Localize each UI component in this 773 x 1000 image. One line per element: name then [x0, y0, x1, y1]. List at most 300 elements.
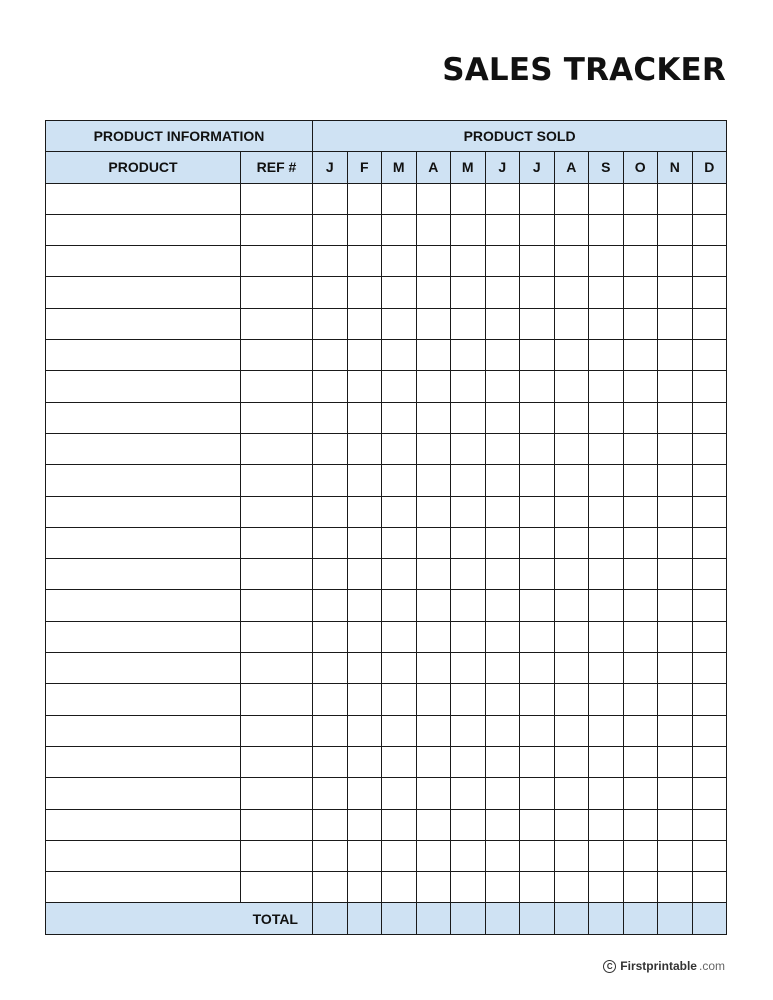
total-month-cell[interactable] — [416, 903, 451, 934]
month-cell[interactable] — [520, 527, 555, 558]
month-cell[interactable] — [589, 684, 624, 715]
month-cell[interactable] — [416, 746, 451, 777]
month-cell[interactable] — [554, 715, 589, 746]
month-cell[interactable] — [451, 433, 486, 464]
month-cell[interactable] — [382, 183, 417, 214]
ref-cell[interactable] — [241, 840, 313, 871]
month-cell[interactable] — [520, 340, 555, 371]
month-cell[interactable] — [451, 214, 486, 245]
product-cell[interactable] — [46, 433, 241, 464]
month-cell[interactable] — [485, 746, 520, 777]
month-cell[interactable] — [623, 277, 658, 308]
month-cell[interactable] — [692, 840, 727, 871]
month-cell[interactable] — [658, 809, 693, 840]
month-cell[interactable] — [589, 340, 624, 371]
month-cell[interactable] — [347, 183, 382, 214]
total-month-cell[interactable] — [485, 903, 520, 934]
month-cell[interactable] — [451, 746, 486, 777]
month-cell[interactable] — [658, 653, 693, 684]
month-cell[interactable] — [416, 496, 451, 527]
month-cell[interactable] — [416, 621, 451, 652]
total-month-cell[interactable] — [692, 903, 727, 934]
month-cell[interactable] — [485, 277, 520, 308]
month-cell[interactable] — [658, 246, 693, 277]
month-cell[interactable] — [485, 621, 520, 652]
month-cell[interactable] — [347, 214, 382, 245]
month-cell[interactable] — [382, 559, 417, 590]
month-cell[interactable] — [313, 872, 348, 903]
month-cell[interactable] — [520, 872, 555, 903]
product-cell[interactable] — [46, 183, 241, 214]
month-cell[interactable] — [520, 778, 555, 809]
month-cell[interactable] — [554, 872, 589, 903]
month-cell[interactable] — [382, 496, 417, 527]
month-cell[interactable] — [485, 778, 520, 809]
month-cell[interactable] — [520, 465, 555, 496]
month-cell[interactable] — [623, 778, 658, 809]
month-cell[interactable] — [347, 872, 382, 903]
month-cell[interactable] — [382, 214, 417, 245]
month-cell[interactable] — [692, 872, 727, 903]
month-cell[interactable] — [623, 402, 658, 433]
month-cell[interactable] — [623, 746, 658, 777]
month-cell[interactable] — [520, 559, 555, 590]
ref-cell[interactable] — [241, 246, 313, 277]
month-cell[interactable] — [416, 715, 451, 746]
month-cell[interactable] — [692, 340, 727, 371]
month-cell[interactable] — [451, 371, 486, 402]
month-cell[interactable] — [520, 840, 555, 871]
month-cell[interactable] — [692, 183, 727, 214]
month-cell[interactable] — [451, 840, 486, 871]
month-cell[interactable] — [416, 465, 451, 496]
month-cell[interactable] — [416, 872, 451, 903]
month-cell[interactable] — [520, 653, 555, 684]
month-cell[interactable] — [313, 809, 348, 840]
month-cell[interactable] — [554, 433, 589, 464]
month-cell[interactable] — [658, 559, 693, 590]
ref-cell[interactable] — [241, 684, 313, 715]
ref-cell[interactable] — [241, 465, 313, 496]
month-cell[interactable] — [692, 590, 727, 621]
month-cell[interactable] — [554, 590, 589, 621]
month-cell[interactable] — [554, 840, 589, 871]
month-cell[interactable] — [451, 246, 486, 277]
month-cell[interactable] — [382, 465, 417, 496]
month-cell[interactable] — [347, 246, 382, 277]
month-cell[interactable] — [347, 308, 382, 339]
month-cell[interactable] — [520, 402, 555, 433]
month-cell[interactable] — [623, 590, 658, 621]
month-cell[interactable] — [692, 621, 727, 652]
month-cell[interactable] — [589, 809, 624, 840]
month-cell[interactable] — [382, 246, 417, 277]
total-month-cell[interactable] — [520, 903, 555, 934]
ref-cell[interactable] — [241, 527, 313, 558]
ref-cell[interactable] — [241, 433, 313, 464]
total-month-cell[interactable] — [382, 903, 417, 934]
product-cell[interactable] — [46, 653, 241, 684]
ref-cell[interactable] — [241, 778, 313, 809]
month-cell[interactable] — [692, 402, 727, 433]
month-cell[interactable] — [658, 465, 693, 496]
month-cell[interactable] — [589, 872, 624, 903]
month-cell[interactable] — [658, 840, 693, 871]
month-cell[interactable] — [589, 527, 624, 558]
month-cell[interactable] — [485, 214, 520, 245]
month-cell[interactable] — [451, 277, 486, 308]
total-month-cell[interactable] — [554, 903, 589, 934]
month-cell[interactable] — [416, 371, 451, 402]
month-cell[interactable] — [589, 653, 624, 684]
month-cell[interactable] — [382, 715, 417, 746]
ref-cell[interactable] — [241, 402, 313, 433]
product-cell[interactable] — [46, 465, 241, 496]
month-cell[interactable] — [692, 809, 727, 840]
month-cell[interactable] — [313, 402, 348, 433]
month-cell[interactable] — [692, 433, 727, 464]
month-cell[interactable] — [416, 308, 451, 339]
month-cell[interactable] — [589, 840, 624, 871]
month-cell[interactable] — [692, 653, 727, 684]
ref-cell[interactable] — [241, 214, 313, 245]
ref-cell[interactable] — [241, 621, 313, 652]
month-cell[interactable] — [313, 246, 348, 277]
month-cell[interactable] — [692, 527, 727, 558]
ref-cell[interactable] — [241, 559, 313, 590]
month-cell[interactable] — [554, 527, 589, 558]
month-cell[interactable] — [658, 308, 693, 339]
product-cell[interactable] — [46, 684, 241, 715]
product-cell[interactable] — [46, 277, 241, 308]
product-cell[interactable] — [46, 559, 241, 590]
month-cell[interactable] — [658, 340, 693, 371]
month-cell[interactable] — [554, 496, 589, 527]
total-month-cell[interactable] — [623, 903, 658, 934]
month-cell[interactable] — [589, 778, 624, 809]
product-cell[interactable] — [46, 371, 241, 402]
month-cell[interactable] — [554, 308, 589, 339]
month-cell[interactable] — [485, 308, 520, 339]
month-cell[interactable] — [416, 183, 451, 214]
month-cell[interactable] — [554, 246, 589, 277]
month-cell[interactable] — [347, 277, 382, 308]
month-cell[interactable] — [623, 371, 658, 402]
month-cell[interactable] — [692, 778, 727, 809]
ref-cell[interactable] — [241, 308, 313, 339]
month-cell[interactable] — [382, 277, 417, 308]
month-cell[interactable] — [554, 809, 589, 840]
month-cell[interactable] — [382, 809, 417, 840]
month-cell[interactable] — [692, 715, 727, 746]
month-cell[interactable] — [658, 590, 693, 621]
month-cell[interactable] — [658, 277, 693, 308]
month-cell[interactable] — [451, 590, 486, 621]
month-cell[interactable] — [658, 183, 693, 214]
month-cell[interactable] — [554, 277, 589, 308]
month-cell[interactable] — [382, 308, 417, 339]
month-cell[interactable] — [313, 277, 348, 308]
month-cell[interactable] — [623, 308, 658, 339]
month-cell[interactable] — [485, 840, 520, 871]
month-cell[interactable] — [347, 590, 382, 621]
month-cell[interactable] — [658, 214, 693, 245]
month-cell[interactable] — [485, 433, 520, 464]
month-cell[interactable] — [313, 684, 348, 715]
total-month-cell[interactable] — [658, 903, 693, 934]
month-cell[interactable] — [451, 621, 486, 652]
month-cell[interactable] — [347, 684, 382, 715]
month-cell[interactable] — [589, 183, 624, 214]
product-cell[interactable] — [46, 527, 241, 558]
month-cell[interactable] — [416, 590, 451, 621]
month-cell[interactable] — [623, 246, 658, 277]
month-cell[interactable] — [589, 433, 624, 464]
month-cell[interactable] — [623, 433, 658, 464]
product-cell[interactable] — [46, 840, 241, 871]
month-cell[interactable] — [347, 496, 382, 527]
month-cell[interactable] — [692, 214, 727, 245]
product-cell[interactable] — [46, 308, 241, 339]
month-cell[interactable] — [692, 308, 727, 339]
product-cell[interactable] — [46, 809, 241, 840]
month-cell[interactable] — [313, 496, 348, 527]
month-cell[interactable] — [347, 527, 382, 558]
month-cell[interactable] — [658, 527, 693, 558]
month-cell[interactable] — [416, 340, 451, 371]
month-cell[interactable] — [451, 715, 486, 746]
month-cell[interactable] — [313, 715, 348, 746]
month-cell[interactable] — [589, 277, 624, 308]
total-month-cell[interactable] — [589, 903, 624, 934]
ref-cell[interactable] — [241, 715, 313, 746]
month-cell[interactable] — [451, 496, 486, 527]
month-cell[interactable] — [313, 621, 348, 652]
month-cell[interactable] — [520, 183, 555, 214]
month-cell[interactable] — [554, 684, 589, 715]
month-cell[interactable] — [692, 371, 727, 402]
month-cell[interactable] — [485, 809, 520, 840]
month-cell[interactable] — [692, 465, 727, 496]
month-cell[interactable] — [451, 402, 486, 433]
month-cell[interactable] — [520, 277, 555, 308]
month-cell[interactable] — [658, 371, 693, 402]
month-cell[interactable] — [692, 684, 727, 715]
product-cell[interactable] — [46, 778, 241, 809]
month-cell[interactable] — [623, 214, 658, 245]
total-month-cell[interactable] — [451, 903, 486, 934]
month-cell[interactable] — [382, 527, 417, 558]
month-cell[interactable] — [382, 872, 417, 903]
month-cell[interactable] — [313, 559, 348, 590]
month-cell[interactable] — [451, 340, 486, 371]
month-cell[interactable] — [347, 746, 382, 777]
month-cell[interactable] — [485, 246, 520, 277]
product-cell[interactable] — [46, 246, 241, 277]
month-cell[interactable] — [658, 746, 693, 777]
ref-cell[interactable] — [241, 746, 313, 777]
month-cell[interactable] — [589, 715, 624, 746]
month-cell[interactable] — [485, 653, 520, 684]
month-cell[interactable] — [313, 527, 348, 558]
month-cell[interactable] — [382, 621, 417, 652]
month-cell[interactable] — [692, 246, 727, 277]
month-cell[interactable] — [623, 684, 658, 715]
month-cell[interactable] — [313, 183, 348, 214]
month-cell[interactable] — [623, 496, 658, 527]
month-cell[interactable] — [416, 778, 451, 809]
month-cell[interactable] — [692, 559, 727, 590]
month-cell[interactable] — [451, 183, 486, 214]
product-cell[interactable] — [46, 621, 241, 652]
month-cell[interactable] — [451, 872, 486, 903]
month-cell[interactable] — [382, 653, 417, 684]
month-cell[interactable] — [382, 402, 417, 433]
month-cell[interactable] — [347, 465, 382, 496]
month-cell[interactable] — [554, 402, 589, 433]
month-cell[interactable] — [347, 840, 382, 871]
month-cell[interactable] — [520, 621, 555, 652]
ref-cell[interactable] — [241, 371, 313, 402]
month-cell[interactable] — [451, 559, 486, 590]
month-cell[interactable] — [347, 559, 382, 590]
product-cell[interactable] — [46, 715, 241, 746]
month-cell[interactable] — [313, 214, 348, 245]
month-cell[interactable] — [313, 371, 348, 402]
month-cell[interactable] — [589, 465, 624, 496]
month-cell[interactable] — [589, 371, 624, 402]
month-cell[interactable] — [485, 402, 520, 433]
month-cell[interactable] — [520, 809, 555, 840]
month-cell[interactable] — [623, 559, 658, 590]
month-cell[interactable] — [485, 340, 520, 371]
month-cell[interactable] — [382, 590, 417, 621]
month-cell[interactable] — [347, 402, 382, 433]
month-cell[interactable] — [416, 653, 451, 684]
month-cell[interactable] — [554, 371, 589, 402]
month-cell[interactable] — [692, 277, 727, 308]
month-cell[interactable] — [589, 496, 624, 527]
month-cell[interactable] — [589, 246, 624, 277]
month-cell[interactable] — [623, 872, 658, 903]
month-cell[interactable] — [658, 496, 693, 527]
month-cell[interactable] — [658, 433, 693, 464]
month-cell[interactable] — [416, 214, 451, 245]
month-cell[interactable] — [554, 621, 589, 652]
month-cell[interactable] — [416, 527, 451, 558]
month-cell[interactable] — [554, 559, 589, 590]
month-cell[interactable] — [520, 715, 555, 746]
month-cell[interactable] — [520, 371, 555, 402]
month-cell[interactable] — [485, 684, 520, 715]
month-cell[interactable] — [347, 621, 382, 652]
month-cell[interactable] — [589, 214, 624, 245]
ref-cell[interactable] — [241, 183, 313, 214]
month-cell[interactable] — [347, 715, 382, 746]
month-cell[interactable] — [313, 653, 348, 684]
month-cell[interactable] — [416, 559, 451, 590]
product-cell[interactable] — [46, 340, 241, 371]
month-cell[interactable] — [623, 621, 658, 652]
month-cell[interactable] — [313, 340, 348, 371]
month-cell[interactable] — [623, 183, 658, 214]
month-cell[interactable] — [451, 308, 486, 339]
month-cell[interactable] — [658, 621, 693, 652]
month-cell[interactable] — [451, 527, 486, 558]
ref-cell[interactable] — [241, 590, 313, 621]
month-cell[interactable] — [658, 684, 693, 715]
month-cell[interactable] — [313, 746, 348, 777]
month-cell[interactable] — [347, 371, 382, 402]
month-cell[interactable] — [520, 433, 555, 464]
product-cell[interactable] — [46, 746, 241, 777]
month-cell[interactable] — [623, 465, 658, 496]
month-cell[interactable] — [313, 840, 348, 871]
product-cell[interactable] — [46, 214, 241, 245]
month-cell[interactable] — [589, 621, 624, 652]
month-cell[interactable] — [554, 183, 589, 214]
month-cell[interactable] — [416, 433, 451, 464]
month-cell[interactable] — [313, 465, 348, 496]
month-cell[interactable] — [520, 684, 555, 715]
month-cell[interactable] — [313, 778, 348, 809]
month-cell[interactable] — [382, 684, 417, 715]
month-cell[interactable] — [554, 465, 589, 496]
month-cell[interactable] — [347, 653, 382, 684]
month-cell[interactable] — [623, 840, 658, 871]
month-cell[interactable] — [382, 433, 417, 464]
month-cell[interactable] — [658, 872, 693, 903]
month-cell[interactable] — [658, 402, 693, 433]
ref-cell[interactable] — [241, 340, 313, 371]
month-cell[interactable] — [485, 465, 520, 496]
month-cell[interactable] — [416, 840, 451, 871]
ref-cell[interactable] — [241, 496, 313, 527]
month-cell[interactable] — [485, 715, 520, 746]
month-cell[interactable] — [347, 778, 382, 809]
month-cell[interactable] — [554, 340, 589, 371]
month-cell[interactable] — [589, 559, 624, 590]
month-cell[interactable] — [554, 746, 589, 777]
month-cell[interactable] — [382, 778, 417, 809]
month-cell[interactable] — [692, 746, 727, 777]
month-cell[interactable] — [623, 809, 658, 840]
month-cell[interactable] — [451, 653, 486, 684]
month-cell[interactable] — [485, 496, 520, 527]
month-cell[interactable] — [313, 308, 348, 339]
month-cell[interactable] — [520, 590, 555, 621]
month-cell[interactable] — [589, 746, 624, 777]
month-cell[interactable] — [313, 433, 348, 464]
month-cell[interactable] — [347, 809, 382, 840]
ref-cell[interactable] — [241, 653, 313, 684]
month-cell[interactable] — [520, 496, 555, 527]
product-cell[interactable] — [46, 590, 241, 621]
month-cell[interactable] — [485, 872, 520, 903]
month-cell[interactable] — [347, 433, 382, 464]
month-cell[interactable] — [589, 402, 624, 433]
month-cell[interactable] — [554, 214, 589, 245]
month-cell[interactable] — [382, 840, 417, 871]
month-cell[interactable] — [347, 340, 382, 371]
month-cell[interactable] — [658, 778, 693, 809]
ref-cell[interactable] — [241, 872, 313, 903]
month-cell[interactable] — [485, 559, 520, 590]
month-cell[interactable] — [520, 308, 555, 339]
month-cell[interactable] — [485, 183, 520, 214]
month-cell[interactable] — [416, 402, 451, 433]
month-cell[interactable] — [485, 527, 520, 558]
